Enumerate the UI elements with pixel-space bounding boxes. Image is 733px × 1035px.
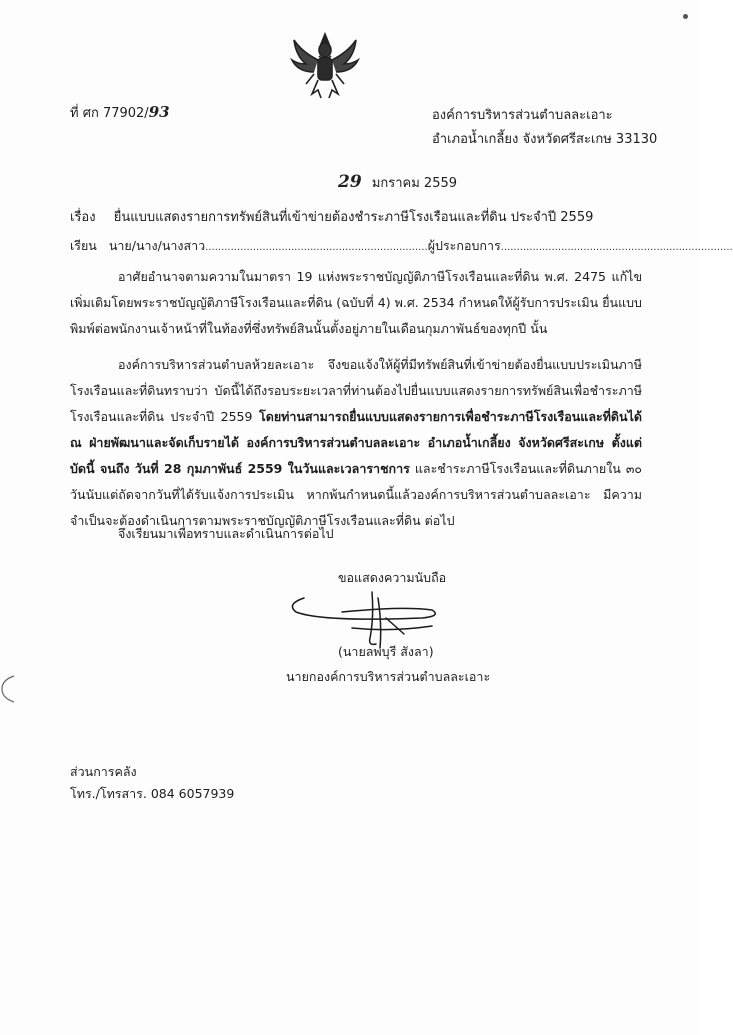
recipient-name-blank: ...................................................................... [205, 242, 428, 253]
paragraph-2-emphasis: โดยท่านสามารถยื่นแบบแสดงรายการเพื่อชำระภาษีโรงเรือนและที่ดินได้ ณ ฝ่ายพัฒนาและจัดเก็บรายได้ องค์การบริหารส่วนตำบลละเอาะ อำเภอน้ำเกลี้ยง จังหวัดศรีสะเกษ ตั้งแต่บัดนี้ จนถึง วันที่ 28 กุมภาพันธ์ 2559 ในวันและเวลาราชการ [70, 409, 642, 476]
subject-label: เรื่อง [70, 210, 96, 225]
footer-contact: โทร./โทรสาร. 084 6057939 [70, 786, 235, 801]
subject-text: ยื่นแบบแสดงรายการทรัพย์สินที่เข้าข่ายต้องชำระภาษีโรงเรือนและที่ดิน ประจำปี 2559 [113, 210, 594, 225]
scan-dust-dot [683, 14, 688, 19]
paragraph-2-tail: และชำระภาษีโรงเรือนและที่ดินภายใน ๓๐ วันนับแต่ถัดจากวันที่ได้รับแจ้งการประเมิน หากพ้นกำหนดนี้แล้วองค์การบริหารส่วนตำบลละเอาะ มีความจำเป็นจะต้องดำเนินการตามพระราชบัญญัติภาษีโรงเรือนและที่ดิน ต่อไป [70, 461, 642, 528]
recipient-role: ผู้ประกอบการ [427, 238, 501, 253]
recipient-label: เรียน [70, 238, 97, 253]
recipient-salutation: นาย/นาง/นางสาว [108, 238, 206, 253]
regards: ขอแสดงความนับถือ [338, 570, 447, 585]
closing-line: จึงเรียนมาเพื่อทราบและดำเนินการต่อไป [118, 526, 334, 541]
date-month-year: มกราคม 2559 [371, 176, 458, 191]
garuda-emblem-icon [288, 30, 362, 104]
paragraph-2 [70, 352, 642, 534]
letter-date [338, 172, 457, 193]
reference-handwritten-number: 93 [148, 103, 170, 121]
recipient-business-blank: ......................................................................... [500, 242, 733, 253]
paragraph-1-text: อาศัยอำนาจตามความในมาตรา 19 แห่งพระราชบัญญัติภาษีโรงเรือนและที่ดิน พ.ศ. 2475 แก้ไขเพิ่มเติมโดยพระราชบัญญัติภาษีโรงเรือนและที่ดิน (ฉบับที่ 4) พ.ศ. 2534 กำหนดให้ผู้รับการประเมิน ยื่นแบบพิมพ์ต่อพนักงานเจ้าหน้าที่ในท้องที่ซึ่งทรัพย์สินนั้นตั้งอยู่ภายในเดือนกุมภาพันธ์ของทุกปี นั้น [70, 269, 642, 336]
signer-title: นายกองค์การบริหารส่วนตำบลละเอาะ [286, 669, 491, 684]
footer-department: ส่วนการคลัง [70, 764, 137, 779]
paragraph-2-intro: องค์การบริหารส่วนตำบลห้วยละเอาะ จึงขอแจ้งให้ผู้ที่มีทรัพย์สินที่เข้าข่ายต้องยื่นแบบประเมินภาษีโรงเรือนและที่ดินทราบว่า บัดนี้ได้ถึงรอบระยะเวลาที่ท่านต้องไปยื่นแบบแสดงรายการทรัพย์สินเพื่อชำระภาษีโรงเรือนและที่ดิน ประจำปี 2559 [70, 357, 642, 424]
scan-punch-hole-mark [0, 674, 18, 704]
recipient-line [70, 236, 733, 256]
organization-name: องค์การบริหารส่วนตำบลละเอาะ [432, 108, 613, 123]
body-paragraph-1 [70, 264, 642, 342]
reference-prefix: ที่ ศก 77902/ [70, 106, 149, 121]
subject-line [70, 206, 593, 227]
reference-number [70, 102, 170, 123]
date-day-handwritten: 29 [338, 172, 362, 192]
organization-address: อำเภอน้ำเกลี้ยง จังหวัดศรีสะเกษ 33130 [432, 132, 658, 147]
signer-name: (นายลพบุรี สังลา) [338, 644, 434, 659]
body-paragraph-2 [70, 352, 642, 534]
